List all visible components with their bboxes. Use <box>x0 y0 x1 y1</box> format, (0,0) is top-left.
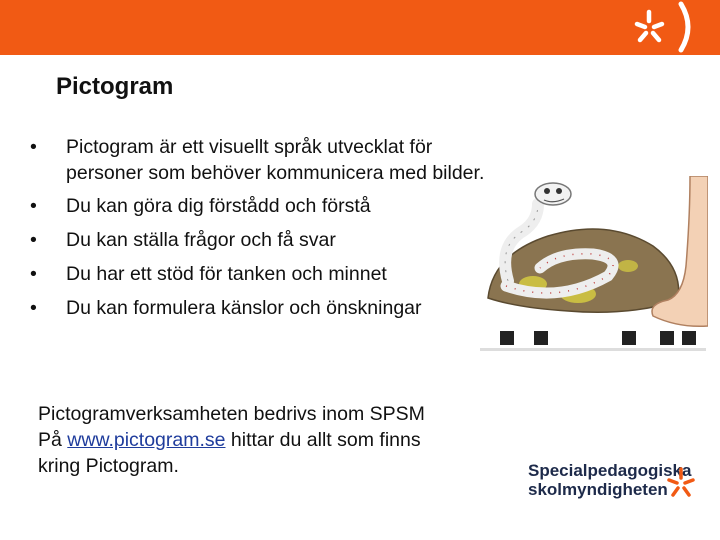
bullet-text: Du kan formulera känslor och önskningar <box>66 297 422 319</box>
bullet-text: Pictogram är ett visuellt språk utvecklat för personer som behöver kommunicera med bilder. <box>66 136 485 184</box>
info-line <box>38 427 508 453</box>
bullet-marker: • <box>30 263 37 285</box>
bullet-item <box>30 295 490 321</box>
spsm-star-icon <box>663 465 699 501</box>
spsm-brand-logo <box>528 455 698 515</box>
pictogram-website-link[interactable]: www.pictogram.se <box>67 429 226 451</box>
bullet-text: Du kan göra dig förstådd och förstå <box>66 195 371 217</box>
info-line: Pictogramverksamheten bedrivs inom SPSM <box>38 403 425 425</box>
info-paragraph <box>38 401 508 479</box>
bullet-marker: • <box>30 297 37 319</box>
brand-line: Specialpedagogiska <box>528 461 692 480</box>
bullet-marker: • <box>30 136 37 158</box>
info-line-suffix: hittar du allt som finns <box>225 429 421 451</box>
bullet-text: Du kan ställa frågor och få svar <box>66 229 336 251</box>
snake-on-rock-pictogram-illustration <box>478 176 708 356</box>
info-line: kring Pictogram. <box>38 455 179 477</box>
bullet-marker: • <box>30 195 37 217</box>
bullet-marker: • <box>30 229 37 251</box>
bullet-item <box>30 227 490 253</box>
bullet-item <box>30 134 490 186</box>
slide-title: Pictogram <box>56 73 174 100</box>
header-bar <box>0 0 720 55</box>
brand-line: skolmyndigheten <box>528 480 668 499</box>
bullet-item <box>30 261 490 287</box>
bullet-text: Du har ett stöd för tanken och minnet <box>66 263 387 285</box>
spsm-star-icon <box>625 0 695 55</box>
bullet-list <box>30 134 490 329</box>
bullet-item <box>30 193 490 219</box>
info-line-prefix: På <box>38 429 68 451</box>
